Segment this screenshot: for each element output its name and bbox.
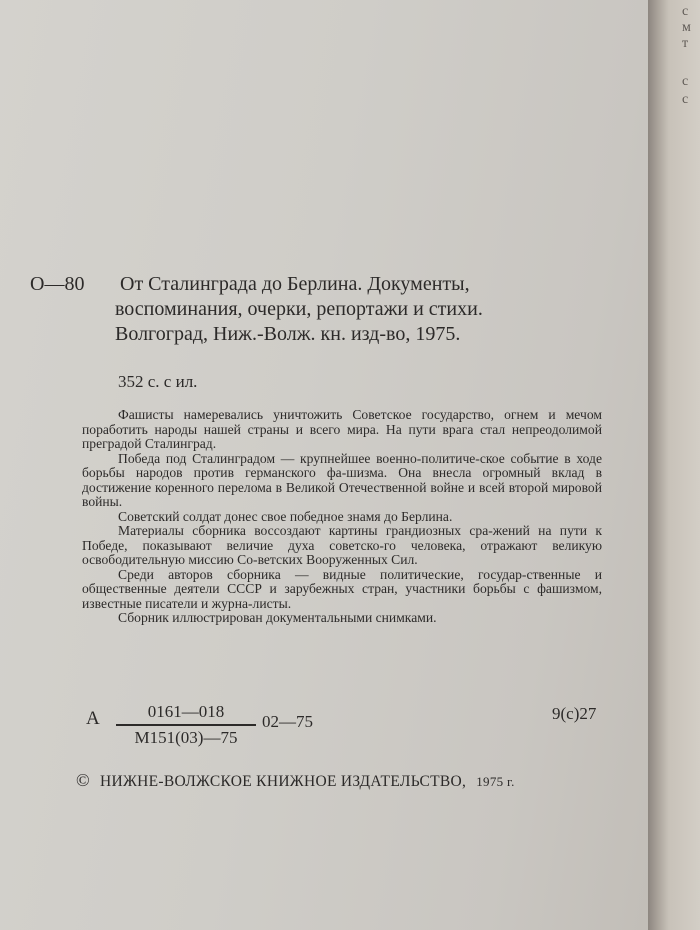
copyright-icon: © <box>76 770 90 790</box>
annotation-paragraph: Сборник иллюстрирован документальными снимками. <box>118 610 437 625</box>
annotation-paragraph: Победа под Сталинградом — крупнейшее военно-политиче-ское событие в ходе борьбы народов против германского фа-шизма. Она внесла огромный вклад в достижение коренного перелома в Великой Отечественной войне и всей второй мировой войны. <box>82 450 602 509</box>
annotation-paragraph: Советский солдат донес свое победное знамя до Берлина. <box>118 508 453 524</box>
bbk-index: 9(с)27 <box>552 704 597 723</box>
classification-block <box>86 702 626 752</box>
next-page-fragment: с <box>682 74 689 89</box>
annotation-paragraph: Фашисты намеревались уничтожить Советское государство, огнем и мечом поработить народы нашей страны и всего мира. На пути врага стал непреодолимой преградой Сталинград. <box>82 407 602 451</box>
annotation-paragraph: Среди авторов сборника — видные политические, государ-ственные и общественные деятели СССР и зарубежных стран, участники борьбы с фашизмом, известные писатели и журна-листы. <box>82 566 603 611</box>
fraction-denominator: М151(03)—75 <box>134 727 238 747</box>
next-page-fragment: м <box>682 20 691 35</box>
next-page-fragment: т <box>682 36 689 51</box>
classification-letter: А <box>86 708 100 729</box>
next-page-fragment: с <box>682 4 689 19</box>
title-line-2: воспоминания, очерки, репортажи и стихи. <box>115 298 483 320</box>
catalog-card-header <box>30 272 630 347</box>
classification-fraction <box>116 702 256 748</box>
catalog-code: О—80 <box>30 273 85 295</box>
copyright-year: 1975 г. <box>476 774 515 789</box>
fraction-numerator: 0161—018 <box>147 702 225 721</box>
adjacent-page-edge <box>648 0 700 930</box>
classification-suffix: 02—75 <box>262 712 313 731</box>
next-page-fragment: с <box>682 92 689 107</box>
annotation-paragraph: Материалы сборника воссоздают картины грандиозных сра-жений на пути к Победе, показывают величие духа советско-го человека, отражают великую освободительную миссию Со-ветских Вооруженных Сил. <box>82 523 603 567</box>
page-count: 352 с. с ил. <box>118 372 198 391</box>
title-line-1: От Сталинграда до Берлина. Документы, <box>120 273 470 295</box>
title-line-3: Волгоград, Ниж.-Волж. кн. изд-во, 1975. <box>115 323 461 345</box>
copyright-line <box>76 770 515 791</box>
annotation <box>82 408 602 626</box>
publisher-name: НИЖНЕ-ВОЛЖСКОЕ КНИЖНОЕ ИЗДАТЕЛЬСТВО, <box>99 773 467 790</box>
